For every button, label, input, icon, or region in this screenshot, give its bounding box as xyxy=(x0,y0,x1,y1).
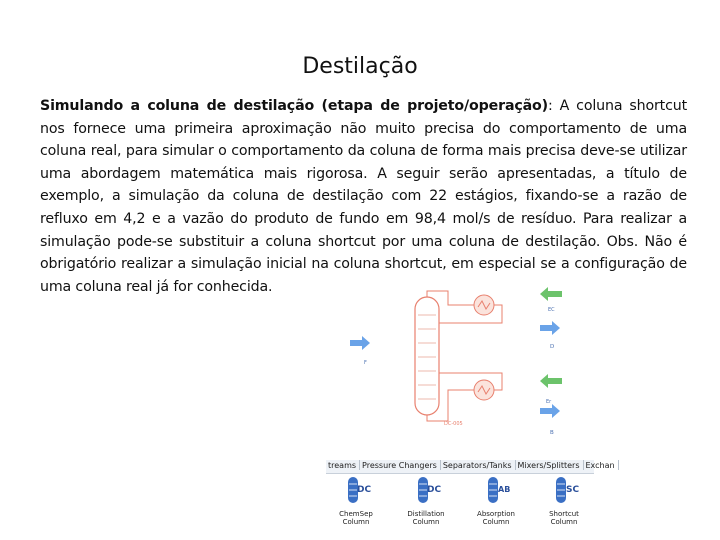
palette-tab-mixers-splitters[interactable]: Mixers/Splitters xyxy=(516,460,584,470)
unit-operations-palette xyxy=(326,460,615,535)
shortcut-column-icon xyxy=(544,474,584,506)
distillation-column-icon[interactable] xyxy=(415,297,439,415)
paragraph-lead: Simulando a coluna de destilação (etapa de projeto/operação) xyxy=(40,98,548,114)
reboiler-icon[interactable] xyxy=(474,380,494,400)
stream-label-er: Er xyxy=(546,399,552,405)
chemsep-column-icon xyxy=(336,474,376,506)
distillation-column-tool-label: Distillation Column xyxy=(407,510,445,526)
chemsep-column-label: ChemSep Column xyxy=(339,510,373,526)
distillation-flowsheet[interactable] xyxy=(340,285,580,445)
bottoms-arrow-icon[interactable] xyxy=(540,404,560,418)
chemsep-column-tool[interactable] xyxy=(328,474,384,526)
paragraph-text: : A coluna shortcut nos fornece uma primeira aproximação não muito precisa do comportamento de uma coluna real, para simular o comportamento da coluna de forma mais precisa deve-se utilizar uma abordagem matemática mais rigorosa. A seguir serão apresentadas, a título de exemplo, a simulação da coluna de destilação com 22 estágios, fixando-se a razão de refluxo em 4,2 e a vazão do produto de fundo em 98,4 mol/s de resíduo. Para realizar a simulação pode-se substituir a coluna shortcut por uma coluna de destilação. Obs. Não é obrigatório realizar a simulação inicial na coluna shortcut, em especial se a configuração de uma coluna real já for conhecida. xyxy=(40,98,687,295)
column-name-label: DC-005 xyxy=(444,421,463,427)
energy-stream-er-icon[interactable] xyxy=(540,374,562,388)
svg-text:AB: AB xyxy=(498,485,511,494)
absorption-column-tool[interactable] xyxy=(468,474,524,526)
stream-label-ec: EC xyxy=(548,307,555,313)
palette-tab-streams[interactable]: treams xyxy=(326,460,360,470)
palette-tab-separators-tanks[interactable]: Separators/Tanks xyxy=(441,460,516,470)
stream-label-d: D xyxy=(550,344,555,350)
condenser-icon[interactable] xyxy=(474,295,494,315)
svg-text:DC: DC xyxy=(357,485,372,495)
shortcut-column-tool[interactable] xyxy=(536,474,592,526)
distillation-column-tool-icon xyxy=(406,474,446,506)
distillation-column-tool[interactable] xyxy=(398,474,454,526)
shortcut-column-label: Shortcut Column xyxy=(549,510,579,526)
palette-tab-exchangers[interactable]: Exchan xyxy=(584,460,619,470)
svg-text:DC: DC xyxy=(427,485,442,495)
energy-stream-ec-icon[interactable] xyxy=(540,287,562,301)
palette-tab-pressure-changers[interactable]: Pressure Changers xyxy=(360,460,441,470)
stream-label-b: B xyxy=(550,430,554,436)
distillate-arrow-icon[interactable] xyxy=(540,321,560,335)
body-paragraph xyxy=(40,95,687,298)
slide-title: Destilação xyxy=(302,54,418,79)
absorption-column-icon xyxy=(476,474,516,506)
feed-arrow-icon[interactable] xyxy=(350,336,370,350)
palette-tabs xyxy=(326,460,615,474)
stream-label-f: F xyxy=(364,360,367,366)
absorption-column-label: Absorption Column xyxy=(477,510,515,526)
svg-text:SC: SC xyxy=(566,485,580,495)
